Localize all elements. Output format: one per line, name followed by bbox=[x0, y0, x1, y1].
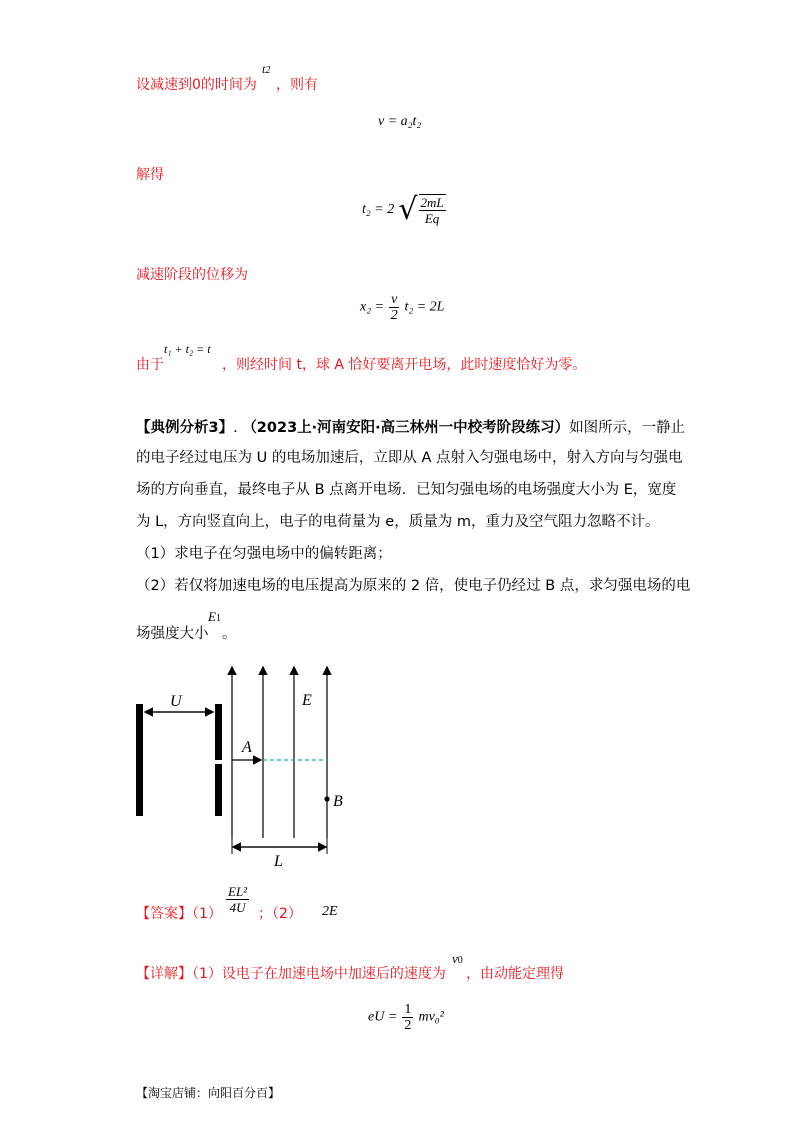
answer-frac-den: 4U bbox=[229, 900, 246, 915]
eq2-left: t₂ = 2 bbox=[362, 202, 395, 217]
t2-sub: 2 bbox=[265, 65, 271, 76]
example-line2: 的电子经过电压为 U 的电场加速后，立即从 A 点射入匀强电场中，射入方向与匀强电 bbox=[136, 450, 683, 466]
question-2b: 场强度大小 bbox=[136, 626, 209, 642]
sol-line1 bbox=[136, 74, 257, 94]
t2-var: t bbox=[262, 62, 266, 76]
right-plate-upper bbox=[215, 704, 222, 760]
detail-text: （1）设电子在加速电场中加速后的速度为 bbox=[192, 966, 446, 982]
field-diagram bbox=[130, 660, 360, 870]
right-plate-lower bbox=[215, 764, 222, 816]
conclusion-eq: t₁ + t₂ = t bbox=[164, 342, 211, 356]
v0-letter: v bbox=[452, 951, 458, 966]
eq3-frac bbox=[389, 292, 399, 323]
v0-sub: 0 bbox=[457, 955, 463, 966]
eq3-den: 2 bbox=[390, 308, 398, 323]
sol-line1-var bbox=[262, 62, 270, 77]
eq3-num: v bbox=[391, 292, 398, 307]
eq2-den: Eq bbox=[424, 211, 440, 226]
question-2: （2）若仅将加速电场的电压提高为原来的 2 倍，使电子仍经过 B 点，求匀强电场的电 bbox=[136, 578, 691, 594]
conclusion-post: ，则经时间 t，球 A 恰好要离开电场，此时速度恰好为零。 bbox=[222, 357, 587, 373]
eq3-right: t₂ = 2L bbox=[404, 299, 445, 315]
energy-eq-right: mv₀² bbox=[418, 1009, 444, 1025]
example-tag: 【典例分析3】 bbox=[136, 420, 234, 436]
answer-line bbox=[136, 903, 222, 923]
v0-var bbox=[452, 951, 463, 967]
example-dot: . bbox=[233, 420, 238, 436]
eq2-frac bbox=[419, 194, 446, 226]
detail-post: ，由动能定理得 bbox=[466, 966, 564, 982]
example-line1-tail: 如图所示，一静止 bbox=[569, 420, 686, 436]
e1-letter: E bbox=[208, 609, 216, 624]
footer-shop: 【淘宝店铺：向阳百分百】 bbox=[136, 1086, 281, 1100]
eq2-num: 2mL bbox=[420, 195, 444, 210]
detail-line bbox=[136, 963, 446, 983]
equation-energy bbox=[368, 1002, 444, 1033]
conclusion-pre: 由于 bbox=[136, 357, 164, 373]
equation-x2 bbox=[360, 292, 444, 323]
label-a: A bbox=[242, 739, 252, 756]
example-source: （2023上·河南安阳·高三林州一中校考阶段练习） bbox=[242, 420, 570, 436]
energy-frac bbox=[402, 1002, 413, 1033]
eq3-left: x₂ = bbox=[360, 299, 385, 315]
label-l: L bbox=[274, 853, 283, 870]
answer-frac bbox=[226, 884, 249, 915]
displacement-label: 减速阶段的位移为 bbox=[136, 267, 248, 283]
label-e: E bbox=[302, 692, 312, 709]
point-b bbox=[324, 796, 329, 801]
e1-sub: 1 bbox=[215, 613, 221, 624]
question-2b-end: 。 bbox=[222, 626, 237, 642]
sol-line1-text: 设减速到0的时间为 bbox=[136, 77, 257, 93]
left-plate bbox=[136, 704, 143, 816]
equation-v-a2t2: v = a₂t₂ bbox=[378, 114, 422, 129]
example-line1 bbox=[136, 418, 685, 438]
solve-label: 解得 bbox=[136, 167, 164, 183]
equation-t2 bbox=[362, 194, 446, 226]
answer-sep: ； bbox=[258, 906, 272, 922]
example-line4: 为 L，方向竖直向上，电子的电荷量为 e，质量为 m，重力及空气阻力忽略不计。 bbox=[136, 514, 660, 530]
question-1: （1）求电子在匀强电场中的偏转距离； bbox=[136, 546, 392, 562]
e1-var bbox=[208, 609, 221, 625]
energy-eq-left: eU = bbox=[368, 1009, 398, 1025]
answer-p1: （1） bbox=[192, 906, 222, 922]
answer-tag: 【答案】 bbox=[136, 906, 192, 922]
example-line3: 场的方向垂直，最终电子从 B 点离开电场．已知匀强电场的电场强度大小为 E，宽度 bbox=[136, 482, 677, 498]
answer-frac-num: EL² bbox=[228, 884, 248, 899]
label-b: B bbox=[333, 793, 343, 810]
answer-p2-val: 2E bbox=[322, 904, 338, 919]
sqrt-icon: √ bbox=[398, 192, 418, 227]
sol-line1-post: ，则有 bbox=[276, 77, 318, 93]
label-u: U bbox=[170, 693, 182, 710]
energy-frac-den: 2 bbox=[404, 1018, 412, 1033]
answer-p2: （2） bbox=[272, 906, 302, 922]
detail-tag: 【详解】 bbox=[136, 966, 192, 982]
energy-frac-num: 1 bbox=[404, 1002, 412, 1017]
answer-line-2 bbox=[258, 903, 302, 923]
